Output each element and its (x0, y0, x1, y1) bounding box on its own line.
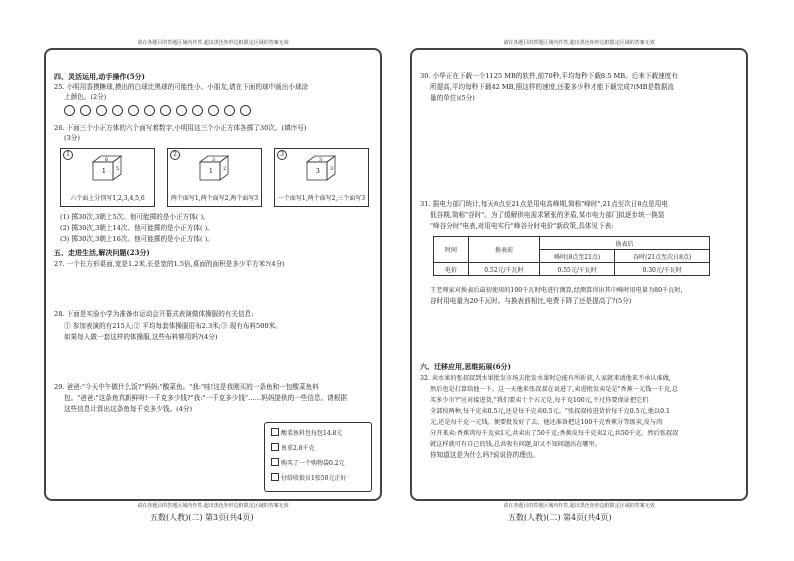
q31-question-2: 谷时用电量为20千瓦时。与换表前相比,电费下降了还是提高了?(5分) (430, 297, 632, 305)
cube-2-icon (198, 154, 230, 182)
answer-area-notice-bottom: 请在各题目的答题区域内作答,超出黑色矩形边框限定区域的答案无效 (137, 503, 289, 509)
ball-circle[interactable] (208, 105, 219, 116)
q29-text-2: 包。"爸爸:"这条鱼真新鲜呀!一千克多少钱?"我:"一千克多少钱"……妈妈提供的一些信息。请根据 (64, 394, 347, 402)
q27-text: 27. 一个长方形桌面,宽是1.2米,长是宽的1.5倍,桌面的面积是多少平方米?(4分) (54, 260, 285, 268)
ball-circle[interactable] (80, 105, 91, 116)
ball-circles[interactable] (64, 105, 251, 116)
answer-area-notice-bottom: 请在各题目的答题区域内作答,超出黑色矩形边框限定区域的答案无效 (503, 503, 655, 509)
table-cell: 0.55元/千瓦时 (540, 263, 615, 276)
ball-circle[interactable] (176, 105, 187, 116)
receipt-item (271, 428, 342, 437)
electricity-price-table (433, 236, 710, 276)
receipt-text: 购买了一个购物袋0.2元 (281, 460, 345, 467)
ball-circle[interactable] (240, 105, 251, 116)
cube-face-side: 5 (116, 166, 120, 172)
q30-text-3: 量的单位)(5分) (430, 94, 475, 102)
q32-text-4: 全部按两种,每千克卖0.5元,还是每千克卖0.5元。"张叔叔按进货价每千克0.5元,他以0.1 (430, 408, 670, 415)
page-footer-right: 五数(人教)(二) 第4页(共4页) (508, 513, 612, 522)
q25-text: 25. 小明用香摸糖球,摸出的白球比黑球的可能性小。小朋友,请在下面的球中画出小球涂 (54, 83, 309, 91)
table-header: 谷时(21点至次日8点) (615, 250, 710, 263)
q30-text-2: 所提高,平均每秒下载42 MB,照这样的速度,还要多少秒才能下载完成?(MB是数据流 (430, 83, 674, 91)
q31-text: 31. 据电力部门统计,每天8点至21点是用电高峰期,简称"峰时",21点至次日8点是用电 (420, 200, 668, 208)
q25-text-2: 上颜色。(2分) (64, 93, 107, 101)
q32-text-6: 分开来卖:香蕉肉每千克卖1元,共卖出了50千克;香蕉皮每千克卖2元,共50千克。然后张叔叔 (430, 430, 679, 437)
q26-text: 26. 下面三个小正方体的六个面写着数字,小明用这三个小正方体各掷了30次。(填序号) (54, 124, 307, 132)
cube-face-top: 3 (319, 157, 323, 163)
q32-text-5: 元,还是每千克一元钱。便要批发好了去。他还准备把这100千克香蕉分等级卖,皮与肉 (430, 419, 663, 426)
cube-number: 1 (63, 150, 73, 160)
receipt-item (271, 458, 345, 467)
cube-1-box (60, 148, 155, 207)
section-4-heading: 四、灵活运用,动手操作(5分) (54, 72, 145, 81)
checkbox-icon (271, 458, 279, 466)
cube-number: 3 (277, 150, 287, 160)
q26-part-2: (2) 掷30次,3朝上14次。他可能掷的是小正方体( )。 (60, 224, 214, 232)
cube-number: 2 (170, 150, 180, 160)
table-header: 换表后 (540, 237, 710, 250)
q29-text-3: 这些信息计算出这条鱼每千克多少钱。(4分) (64, 405, 193, 413)
ball-circle[interactable] (192, 105, 203, 116)
cube-face-front: 3 (316, 168, 320, 175)
page-footer-left: 五数(人教)(二) 第3页(共4页) (150, 513, 254, 522)
cube-face-top: 3 (212, 157, 216, 163)
q31-text-2: 低谷期,简称"谷时"。为了缓解供电需求紧张的矛盾,某市电力部门拟逐步统一换装 (430, 211, 665, 219)
table-header: 时间 (434, 237, 469, 263)
cube-1-icon (91, 154, 123, 182)
table-cell: 0.52元/千瓦时 (469, 263, 540, 276)
table-cell: 电价 (434, 263, 469, 276)
receipt-text: 鱼重2.8千克 (281, 445, 315, 452)
table-header: 峰时(8点至21点) (540, 250, 615, 263)
ball-circle[interactable] (144, 105, 155, 116)
q26-text-2: (3分) (64, 134, 80, 142)
q32-text-7: 就这样就可有自己的钱,总共收有问题,却又不知问题出在哪里。 (430, 441, 601, 448)
q26-part-3: (3) 掷30次,3朝上16次。他可能掷的是小正方体( )。 (60, 235, 214, 243)
cube-2-box (167, 148, 262, 207)
ball-circle[interactable] (64, 105, 75, 116)
section-5-heading: 五、走进生活,解决问题(23分) (54, 248, 150, 257)
ball-circle[interactable] (96, 105, 107, 116)
table-header: 换表前 (469, 237, 540, 263)
page-4 (410, 40, 748, 509)
q29-text: 29. 爸爸:"今天中午做什么饭?"妈妈:"酸菜鱼。"我:"哇!这是我刚买的一条鱼和一包酸菜鱼料 (54, 383, 319, 391)
receipt-item (271, 443, 315, 452)
cube-1-label: 六个面上分别写1,2,3,4,5,6 (70, 195, 145, 202)
cube-face-side: 2 (223, 166, 227, 172)
cube-3-box (274, 148, 369, 207)
q32-text-3: 买多少市?"应对接进货,"我们要卖十个五元是,每千克100元,不过你要保证把它们 (430, 397, 649, 404)
cube-face-top: 6 (105, 157, 109, 163)
checkbox-icon (271, 428, 279, 436)
q31-text-3: "峰谷分时"电表,对用电实行"峰谷分时电价"新政策,具体见下表: (430, 222, 614, 230)
checkbox-icon (271, 443, 279, 451)
q32-text-2: 然后也是打算给他一下。这一天他来张叔叔在说进了,卖进批发卖是是"香蕉一元钱一千克,总 (430, 386, 679, 393)
ball-circle[interactable] (224, 105, 235, 116)
q28-info: ① 参加表演的有215人;② 平均每套体操服用布2.3米;③ 现有布料500米。 (64, 322, 282, 330)
cube-3-icon (305, 154, 337, 182)
cube-2-label: 两个面写1,两个面写2,两个面写3 (170, 195, 259, 202)
q26-part-1: (1) 掷30次,3朝上5次。他可能掷的是小正方体( )。 (60, 213, 210, 221)
answer-area-notice-top: 请在各题目的答题区域内作答,超出黑色矩形边框限定区域的答案无效 (137, 40, 289, 46)
receipt-item (271, 473, 346, 482)
table-cell: 0.30元/千瓦时 (615, 263, 710, 276)
receipt-text: 付给收银员1张50元正好 (281, 475, 347, 482)
q28-text: 28. 下面是实验小学为准备市运动会开幕式表演做体操服的有关信息: (54, 310, 254, 318)
q30-text: 30. 小华正在下载一个1125 MB的软件,前70秒,平均每秒下载8.5 MB。后来下载速度有 (420, 72, 678, 80)
cube-3-label: 一个面写1,两个面写2,三个面写3 (277, 195, 366, 202)
q28-question: 如果每人做一套这样的体操服,这些布料够用吗?(4分) (64, 333, 218, 341)
answer-area-notice-top: 请在各题目的答题区域内作答,超出黑色矩形边框限定区域的答案无效 (503, 40, 655, 46)
ball-circle[interactable] (112, 105, 123, 116)
section-6-heading: 六、迁移应用,思维拓展(6分) (420, 362, 511, 371)
receipt-scroll (264, 422, 372, 492)
ball-circle[interactable] (128, 105, 139, 116)
cube-face-side: 3 (330, 166, 334, 172)
receipt-text: 酸菜鱼料包每包14.8元 (281, 430, 343, 437)
page-3 (44, 40, 382, 509)
q31-question: 王老师家对换表后最初使用的100千瓦时电进行测算,经测算得出其中峰时用电量为80千瓦时, (430, 287, 683, 294)
cube-face-front: 1 (102, 168, 106, 175)
ball-circle[interactable] (160, 105, 171, 116)
checkbox-icon (271, 473, 279, 481)
cube-face-front: 1 (209, 168, 213, 175)
q32-question: 你知道这是为什么吗?说说你的理由。 (430, 451, 540, 459)
q32-text: 32. 卖水果的张叔叔到水果批发市场去批发水果时总能有所斩获,人家就来请他来不承认谁做, (420, 375, 671, 382)
